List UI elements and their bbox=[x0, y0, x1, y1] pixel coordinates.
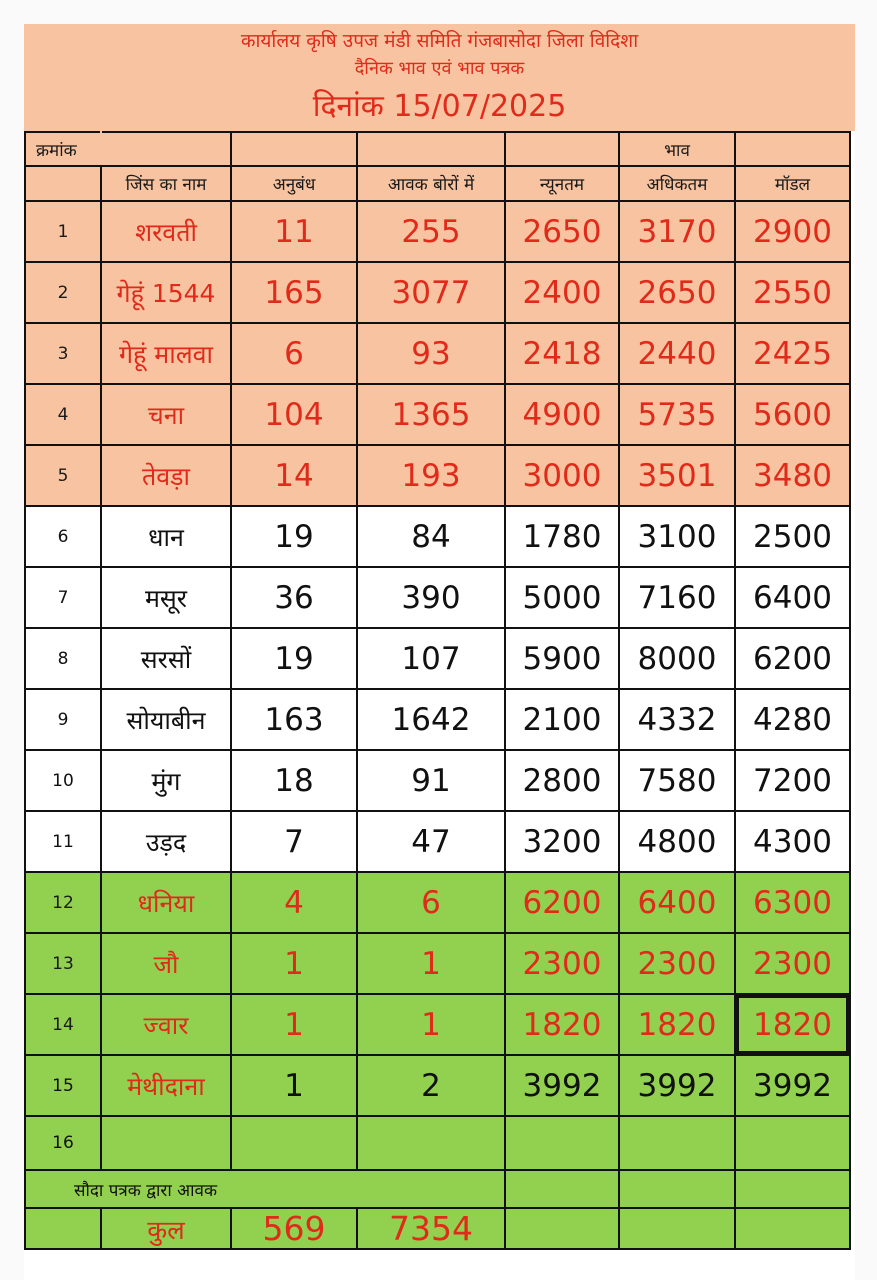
price-table bbox=[24, 131, 851, 1250]
arrival-bags: 390 bbox=[357, 567, 505, 628]
row-serial: 14 bbox=[25, 994, 101, 1055]
header-name: जिंस का नाम bbox=[101, 166, 231, 201]
sheet-header bbox=[24, 24, 855, 131]
total-row bbox=[25, 1208, 850, 1249]
header-model: मॉडल bbox=[735, 166, 850, 201]
max-price: 3992 bbox=[619, 1055, 735, 1116]
max-price: 2440 bbox=[619, 323, 735, 384]
selected-cell[interactable]: 1820 bbox=[735, 994, 850, 1055]
row-serial: 6 bbox=[25, 506, 101, 567]
arrival-bags: 1642 bbox=[357, 689, 505, 750]
min-price: 3000 bbox=[505, 445, 619, 506]
cell bbox=[25, 1208, 101, 1249]
model-price: 3480 bbox=[735, 445, 850, 506]
min-price: 2800 bbox=[505, 750, 619, 811]
total-arrival: 7354 bbox=[357, 1208, 505, 1249]
min-price: 3992 bbox=[505, 1055, 619, 1116]
cell bbox=[735, 1116, 850, 1170]
table-row bbox=[25, 445, 850, 506]
commodity-name: ज्वार bbox=[101, 994, 231, 1055]
arrival-bags: 193 bbox=[357, 445, 505, 506]
max-price: 6400 bbox=[619, 872, 735, 933]
arrival-bags: 3077 bbox=[357, 262, 505, 323]
max-price: 3170 bbox=[619, 201, 735, 262]
arrival-bags: 93 bbox=[357, 323, 505, 384]
contract-count: 19 bbox=[231, 628, 357, 689]
row-serial: 13 bbox=[25, 933, 101, 994]
table-row bbox=[25, 872, 850, 933]
commodity-name: सरसों bbox=[101, 628, 231, 689]
model-price: 3992 bbox=[735, 1055, 850, 1116]
min-price: 5900 bbox=[505, 628, 619, 689]
model-price: 7200 bbox=[735, 750, 850, 811]
cell bbox=[357, 1116, 505, 1170]
header-price-group: भाव bbox=[619, 132, 735, 166]
cell bbox=[505, 1208, 619, 1249]
model-price: 2500 bbox=[735, 506, 850, 567]
model-price: 6400 bbox=[735, 567, 850, 628]
header-arrival: आवक बोरों में bbox=[357, 166, 505, 201]
model-price: 6200 bbox=[735, 628, 850, 689]
min-price: 5000 bbox=[505, 567, 619, 628]
min-price: 2650 bbox=[505, 201, 619, 262]
table-row bbox=[25, 933, 850, 994]
contract-count: 14 bbox=[231, 445, 357, 506]
header-contract: अनुबंध bbox=[231, 166, 357, 201]
min-price: 4900 bbox=[505, 384, 619, 445]
header-cell bbox=[357, 132, 505, 166]
arrival-bags: 1 bbox=[357, 994, 505, 1055]
arrival-bags: 6 bbox=[357, 872, 505, 933]
row-serial: 8 bbox=[25, 628, 101, 689]
table-row bbox=[25, 750, 850, 811]
max-price: 4332 bbox=[619, 689, 735, 750]
row-serial: 3 bbox=[25, 323, 101, 384]
model-price: 6300 bbox=[735, 872, 850, 933]
arrival-bags: 1 bbox=[357, 933, 505, 994]
contract-count: 104 bbox=[231, 384, 357, 445]
header-max: अधिकतम bbox=[619, 166, 735, 201]
min-price: 6200 bbox=[505, 872, 619, 933]
total-label: कुल bbox=[101, 1208, 231, 1249]
model-price: 2300 bbox=[735, 933, 850, 994]
row-serial: 4 bbox=[25, 384, 101, 445]
model-price: 5600 bbox=[735, 384, 850, 445]
table-row bbox=[25, 201, 850, 262]
table-row bbox=[25, 689, 850, 750]
contract-count: 18 bbox=[231, 750, 357, 811]
cell bbox=[505, 1116, 619, 1170]
max-price: 3501 bbox=[619, 445, 735, 506]
row-serial: 1 bbox=[25, 201, 101, 262]
contract-count: 163 bbox=[231, 689, 357, 750]
table-row bbox=[25, 994, 850, 1055]
min-price: 1820 bbox=[505, 994, 619, 1055]
office-title: कार्यालय कृषि उपज मंडी समिति गंजबासोदा जिला विदिशा bbox=[240, 30, 639, 52]
commodity-name: जौ bbox=[101, 933, 231, 994]
contract-count: 1 bbox=[231, 1055, 357, 1116]
commodity-name: चना bbox=[101, 384, 231, 445]
cell bbox=[505, 1170, 619, 1208]
max-price: 2650 bbox=[619, 262, 735, 323]
commodity-name: तेवड़ा bbox=[101, 445, 231, 506]
commodity-name: धनिया bbox=[101, 872, 231, 933]
model-price: 2425 bbox=[735, 323, 850, 384]
table-row bbox=[25, 628, 850, 689]
cell bbox=[357, 1170, 505, 1208]
cell bbox=[619, 1170, 735, 1208]
max-price: 7160 bbox=[619, 567, 735, 628]
header-cell bbox=[231, 132, 357, 166]
cell bbox=[735, 1170, 850, 1208]
row-serial: 11 bbox=[25, 811, 101, 872]
min-price: 2400 bbox=[505, 262, 619, 323]
cell bbox=[619, 1116, 735, 1170]
row-serial: 7 bbox=[25, 567, 101, 628]
table-row bbox=[25, 384, 850, 445]
contract-count: 19 bbox=[231, 506, 357, 567]
arrival-bags: 107 bbox=[357, 628, 505, 689]
header-cell bbox=[101, 132, 231, 166]
min-price: 2300 bbox=[505, 933, 619, 994]
cell bbox=[231, 1116, 357, 1170]
row-serial: 2 bbox=[25, 262, 101, 323]
row-serial: 12 bbox=[25, 872, 101, 933]
contract-count: 1 bbox=[231, 994, 357, 1055]
arrival-bags: 1365 bbox=[357, 384, 505, 445]
commodity-name: गेहूं 1544 bbox=[101, 262, 231, 323]
max-price: 7580 bbox=[619, 750, 735, 811]
table-row bbox=[25, 262, 850, 323]
header-cell bbox=[505, 132, 619, 166]
max-price: 2300 bbox=[619, 933, 735, 994]
arrival-bags: 2 bbox=[357, 1055, 505, 1116]
commodity-name: उड़द bbox=[101, 811, 231, 872]
table-row bbox=[25, 567, 850, 628]
max-price: 5735 bbox=[619, 384, 735, 445]
commodity-name: मसूर bbox=[101, 567, 231, 628]
sauda-label: सौदा पत्रक द्वारा आवक bbox=[25, 1170, 357, 1208]
arrival-bags: 255 bbox=[357, 201, 505, 262]
header-cell bbox=[25, 166, 101, 201]
contract-count: 11 bbox=[231, 201, 357, 262]
max-price: 1820 bbox=[619, 994, 735, 1055]
max-price: 8000 bbox=[619, 628, 735, 689]
arrival-bags: 84 bbox=[357, 506, 505, 567]
commodity-name: गेहूं मालवा bbox=[101, 323, 231, 384]
commodity-name: मेथीदाना bbox=[101, 1055, 231, 1116]
row-serial: 15 bbox=[25, 1055, 101, 1116]
commodity-name: सोयाबीन bbox=[101, 689, 231, 750]
total-contract: 569 bbox=[231, 1208, 357, 1249]
header-serial: क्रमांक bbox=[25, 132, 101, 166]
min-price: 1780 bbox=[505, 506, 619, 567]
arrival-bags: 91 bbox=[357, 750, 505, 811]
max-price: 4800 bbox=[619, 811, 735, 872]
sheet-subtitle: दैनिक भाव एवं भाव पत्रक bbox=[354, 58, 525, 79]
cell bbox=[101, 1116, 231, 1170]
contract-count: 1 bbox=[231, 933, 357, 994]
sheet-date: दिनांक 15/07/2025 bbox=[312, 89, 567, 124]
row-serial: 9 bbox=[25, 689, 101, 750]
commodity-name: धान bbox=[101, 506, 231, 567]
table-row bbox=[25, 1055, 850, 1116]
contract-count: 4 bbox=[231, 872, 357, 933]
row-serial: 10 bbox=[25, 750, 101, 811]
header-min: न्यूनतम bbox=[505, 166, 619, 201]
cell bbox=[735, 1208, 850, 1249]
header-row-top bbox=[25, 132, 850, 166]
contract-count: 36 bbox=[231, 567, 357, 628]
model-price: 2900 bbox=[735, 201, 850, 262]
contract-count: 165 bbox=[231, 262, 357, 323]
table-row bbox=[25, 506, 850, 567]
table-row bbox=[25, 323, 850, 384]
min-price: 3200 bbox=[505, 811, 619, 872]
commodity-name: मुंग bbox=[101, 750, 231, 811]
header-cell bbox=[735, 132, 850, 166]
table-row bbox=[25, 811, 850, 872]
model-price: 4280 bbox=[735, 689, 850, 750]
table-row-blank bbox=[25, 1116, 850, 1170]
min-price: 2100 bbox=[505, 689, 619, 750]
commodity-name: शरवती bbox=[101, 201, 231, 262]
cell bbox=[619, 1208, 735, 1249]
min-price: 2418 bbox=[505, 323, 619, 384]
model-price: 2550 bbox=[735, 262, 850, 323]
arrival-bags: 47 bbox=[357, 811, 505, 872]
sauda-row bbox=[25, 1170, 850, 1208]
contract-count: 6 bbox=[231, 323, 357, 384]
row-serial: 5 bbox=[25, 445, 101, 506]
contract-count: 7 bbox=[231, 811, 357, 872]
model-price: 4300 bbox=[735, 811, 850, 872]
header-row bbox=[25, 166, 850, 201]
max-price: 3100 bbox=[619, 506, 735, 567]
row-serial: 16 bbox=[25, 1116, 101, 1170]
